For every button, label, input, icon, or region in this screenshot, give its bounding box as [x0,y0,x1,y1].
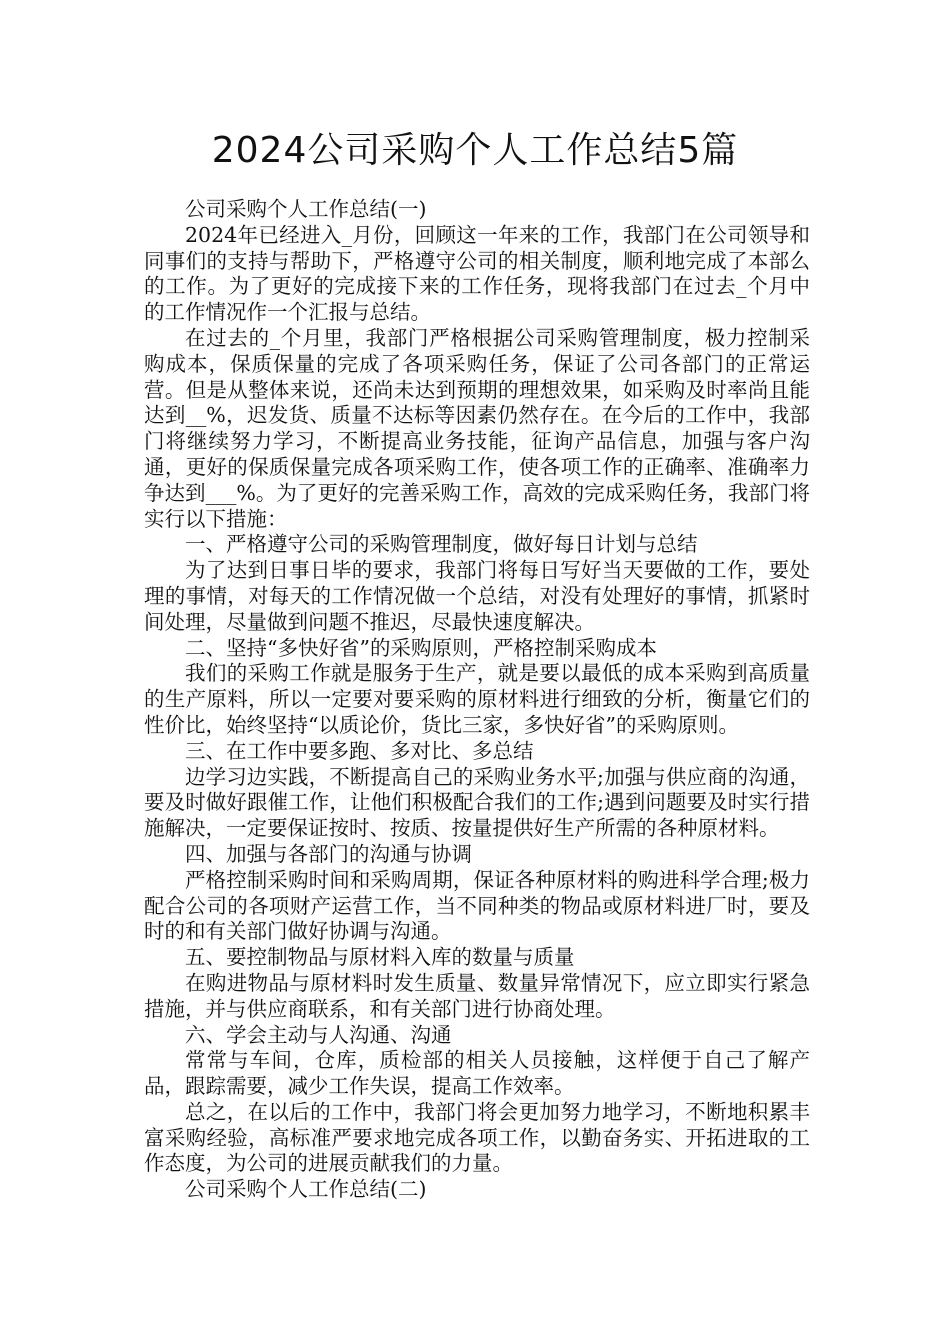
body-paragraph: 为了达到日事日毕的要求，我部门将每日写好当天要做的工作，要处理的事情，对每天的工作情况做一个总结，对没有处理好的事情，抓紧时间处理，尽量做到问题不推迟，尽最快速度解决。 [144,558,810,634]
subsection-heading: 三、在工作中要多跑、多对比、多总结 [185,738,534,763]
subsection-heading: 二、坚持“多快好省”的采购原则，严格控制采购成本 [185,635,657,660]
body-paragraph: 2024年已经进入_月份，回顾这一年来的工作，我部门在公司领导和同事们的支持与帮助下，严格遵守公司的相关制度，顺利地完成了本部么的工作。为了更好的完成接下来的工作任务，现将我部门在过去_个月中的工作情况作一个汇报与总结。 [144,222,810,325]
body-paragraph: 总之，在以后的工作中，我部门将会更加努力地学习，不断地积累丰富采购经验，高标准严要求地完成各项工作，以勤奋务实、开拓进取的工作态度，为公司的进展贡献我们的力量。 [144,1099,810,1176]
body-paragraph: 我们的采购工作就是服务于生产，就是要以最低的成本采购到高质量的生产原料，所以一定要对要采购的原材料进行细致的分析，衡量它们的性价比，始终坚持“以质论价，货比三家，多快好省”的采购原则。 [144,661,810,737]
document-body [144,197,810,1203]
subsection-heading: 六、学会主动与人沟通、沟通 [185,1022,452,1047]
subsection-heading: 五、要控制物品与原材料入库的数量与质量 [185,945,575,970]
body-paragraph: 在购进物品与原材料时发生质量、数量异常情况下，应立即实行紧急措施，并与供应商联系，和有关部门进行协商处理。 [144,970,810,1021]
body-paragraph: 边学习边实践，不断提高自己的采购业务水平;加强与供应商的沟通，要及时做好跟催工作，让他们积极配合我们的工作;遇到问题要及时实行措施解决，一定要保证按时、按质、按量提供好生产所需的各种原材料。 [144,764,810,841]
section-heading: 公司采购个人工作总结(一) [185,197,427,221]
body-paragraph: 常常与车间，仓库，质检部的相关人员接触，这样便于自己了解产品，跟踪需要，减少工作失误，提高工作效率。 [144,1048,810,1099]
document-title: 2024公司采购个人工作总结5篇 [211,130,739,171]
subsection-heading: 一、严格遵守公司的采购管理制度，做好每日计划与总结 [185,532,698,557]
subsection-heading: 四、加强与各部门的沟通与协调 [185,841,472,866]
section-heading: 公司采购个人工作总结(二) [185,1177,427,1202]
body-paragraph: 在过去的_个月里，我部门严格根据公司采购管理制度，极力控制采购成本，保质保量的完成了各项采购任务，保证了公司各部门的正常运营。但是从整体来说，还尚未达到预期的理想效果，如采购及时率尚且能达到__%，迟发货、质量不达标等因素仍然存在。在今后的工作中，我部门将继续努力学习，不断提高业务技能，征询产品信息，加强与客户沟通，更好的保质保量完成各项采购工作，使各项工作的正确率、准确率力争达到___%。为了更好的完善采购工作，高效的完成采购任务，我部门将实行以下措施： [144,325,810,531]
body-paragraph: 严格控制采购时间和采购周期，保证各种原材料的购进科学合理;极力配合公司的各项财产运营工作，当不同种类的物品或原材料进厂时，要及时的和有关部门做好协调与沟通。 [144,867,810,944]
